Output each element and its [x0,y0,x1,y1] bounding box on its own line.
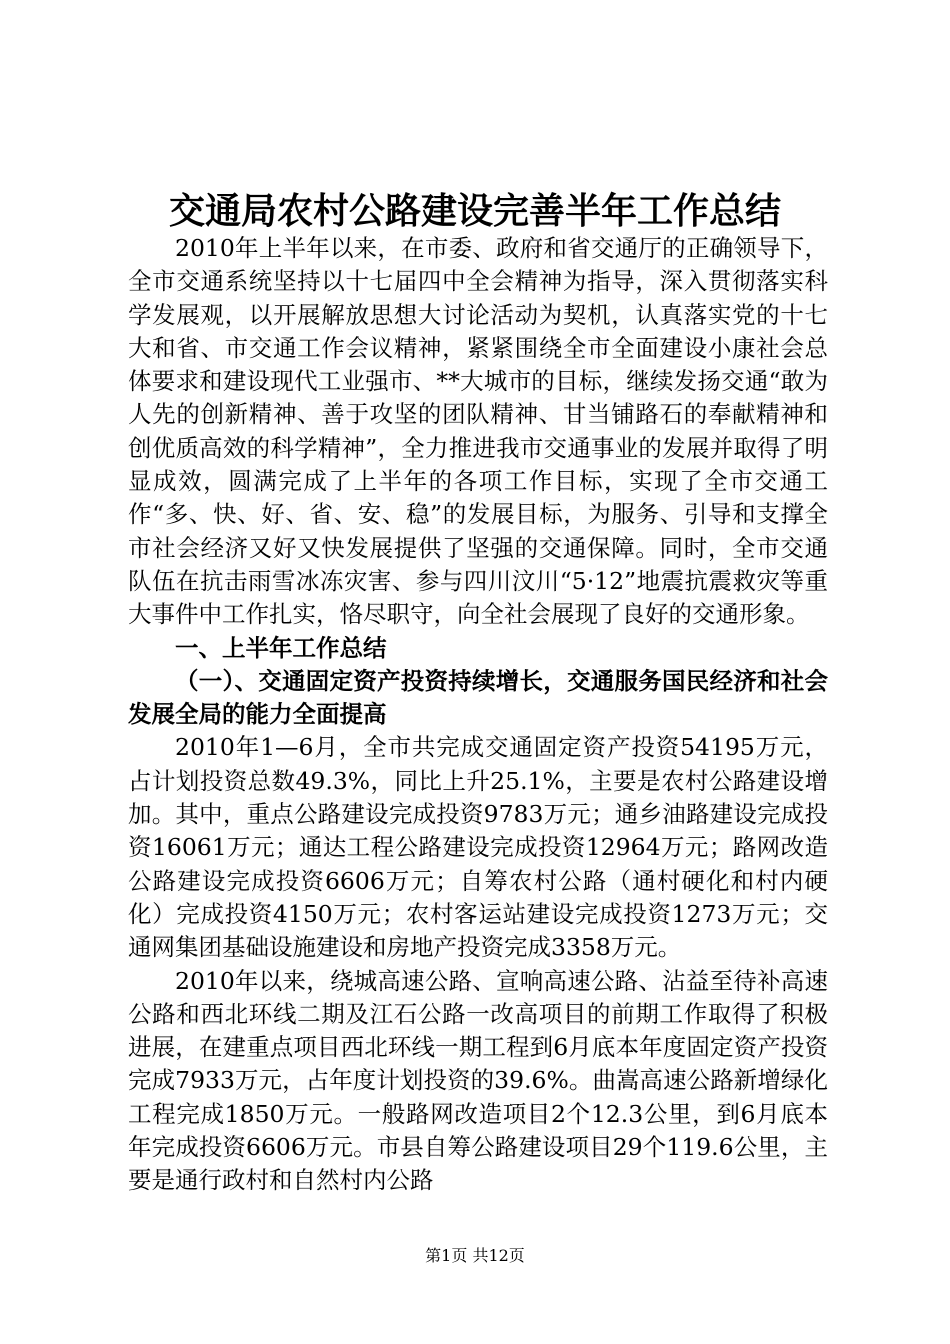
section-heading: 一、上半年工作总结 [175,633,387,662]
document-title: 交通局农村公路建设完善半年工作总结 [168,190,781,232]
document-body [128,232,828,1198]
investment-paragraph: 2010年1—6月，全市共完成交通固定资产投资54195万元，占计划投资总数49.3%，同比上升25.1%，主要是农村公路建设增加。其中，重点公路建设完成投资9783万元；通乡油路建设完成投资16061万元；通达工程公路建设完成投资12964万元；路网改造公路建设完成投资6606万元；自筹农村公路（通村硬化和村内硬化）完成投资4150万元；农村客运站建设完成投资1273万元；交通网集团基础设施建设和房地产投资完成3358万元。 [128,733,828,962]
intro-paragraph: 2010年上半年以来，在市委、政府和省交通厅的正确领导下，全市交通系统坚持以十七届四中全会精神为指导，深入贯彻落实科学发展观，以开展解放思想大讨论活动为契机，认真落实党的十七大和省、市交通工作会议精神，紧紧围绕全市全面建设小康社会总体要求和建设现代工业强市、**大城市的目标，继续发扬交通“敢为人先的创新精神、善于攻坚的团队精神、甘当铺路石的奉献精神和创优质高效的科学精神”，全力推进我市交通事业的发展并取得了明显成效，圆满完成了上半年的各项工作目标，实现了全市交通工作“多、快、好、省、安、稳”的发展目标，为服务、引导和支撑全市社会经济又好又快发展提供了坚强的交通保障。同时，全市交通队伍在抗击雨雪冰冻灾害、参与四川汶川“5·12”地震抗震救灾等重大事件中工作扎实，恪尽职守，向全社会展现了良好的交通形象。 [128,234,828,629]
subsection-heading: （一）、交通固定资产投资持续增长，交通服务国民经济和社会发展全局的能力全面提高 [128,666,828,729]
page-footer: 第1页 共12页 [425,1246,525,1265]
projects-paragraph: 2010年以来，绕城高速公路、宣响高速公路、沾益至待补高速公路和西北环线二期及江石公路一改高项目的前期工作取得了积极进展，在建重点项目西北环线一期工程到6月底本年度固定资产投资完成7933万元，占年度计划投资的39.6%。曲嵩高速公路新增绿化工程完成1850万元。一般路网改造项目2个12.3公里，到6月底本年完成投资6606万元。市县自筹公路建设项目29个119.6公里，主要是通行政村和自然村内公路 [128,966,828,1195]
